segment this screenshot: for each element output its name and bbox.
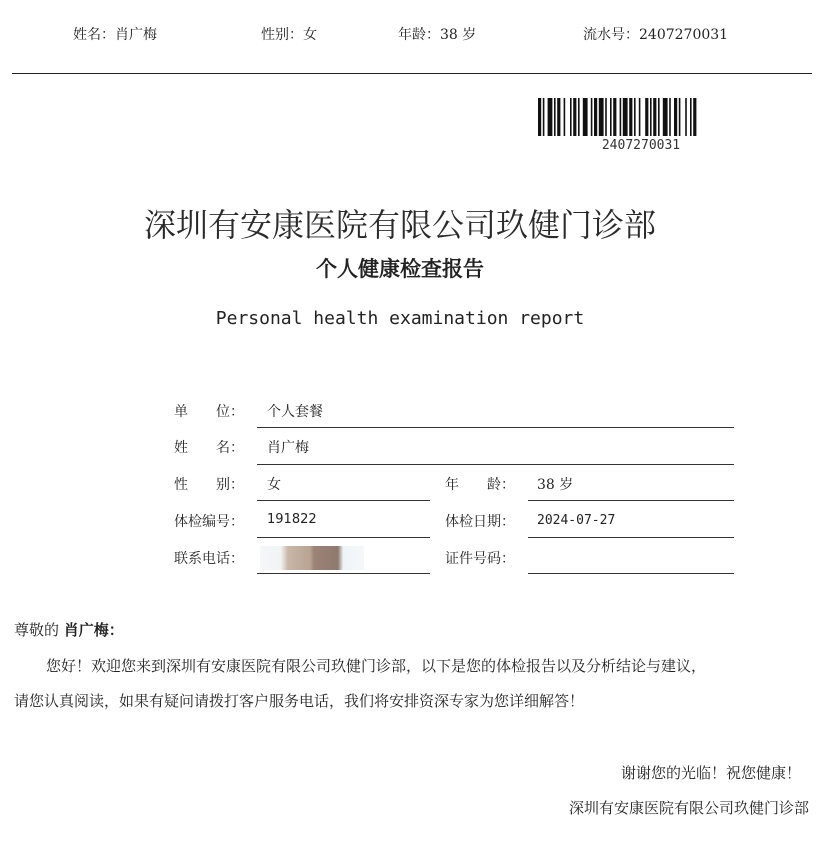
barcode-bar	[669, 98, 671, 136]
barcode-bar	[591, 98, 593, 136]
barcode-bar	[650, 98, 652, 136]
phone-label: 联系电话：	[174, 551, 244, 567]
barcode-bar	[663, 98, 668, 136]
barcode-bar	[570, 98, 572, 136]
barcode-bar	[583, 98, 588, 136]
age-label: 年 龄：	[445, 477, 515, 493]
barcode-bar	[543, 98, 545, 136]
barcode-bar	[639, 98, 641, 136]
unit-value: 个人套餐	[267, 404, 323, 420]
gender-underline	[257, 500, 430, 501]
exam-number-value: 191822	[267, 512, 317, 527]
barcode-bar	[634, 98, 636, 136]
barcode-bar	[573, 98, 576, 136]
unit-label: 单 位：	[174, 404, 244, 420]
barcode-bar	[674, 98, 677, 136]
header-gender: 性别：女	[261, 27, 317, 43]
phone-underline	[257, 573, 430, 574]
barcode-bar	[623, 98, 628, 136]
hospital-name: 深圳有安康医院有限公司玖健门诊部	[143, 206, 656, 244]
salutation-prefix: 尊敬的	[14, 621, 60, 639]
letter-line-1: 您好！欢迎您来到深圳有安康医院有限公司玖健门诊部，以下是您的体检报告以及分析结论与建议，	[46, 657, 707, 675]
exam-date-value: 2024-07-27	[537, 513, 616, 528]
exam-date-label: 体检日期：	[445, 514, 515, 530]
phone-redacted	[260, 546, 364, 570]
age-value: 38 岁	[537, 477, 574, 493]
barcode-bar	[679, 98, 681, 136]
salutation-name: 肖广梅：	[63, 621, 124, 639]
barcode-number: 2407270031	[601, 138, 681, 153]
barcode-bar	[578, 98, 580, 136]
report-title: 个人健康检查报告	[316, 257, 484, 281]
header-divider	[12, 73, 812, 74]
header-age: 年龄：38 岁	[398, 27, 477, 43]
thanks-line: 谢谢您的光临！祝您健康！	[620, 764, 801, 782]
gender-value: 女	[267, 477, 281, 493]
barcode-bar	[554, 98, 556, 136]
barcode-bar	[594, 98, 597, 136]
id-number-underline	[528, 573, 734, 574]
exam-date-underline	[528, 537, 734, 538]
barcode	[538, 98, 744, 136]
barcode-bar	[605, 98, 607, 136]
name-underline	[257, 464, 734, 465]
letter-line-2: 请您认真阅读，如果有疑问请拨打客户服务电话，我们将安排资深专家为您详细解答！	[14, 692, 585, 710]
barcode-bar	[538, 98, 541, 136]
name-label: 姓 名：	[174, 440, 244, 456]
barcode-bar	[599, 98, 604, 136]
barcode-bar	[548, 98, 553, 136]
barcode-bar	[629, 98, 632, 136]
id-number-label: 证件号码：	[445, 551, 515, 567]
name-value: 肖广梅	[267, 440, 309, 456]
barcode-bar	[610, 98, 612, 136]
barcode-bar	[693, 98, 696, 136]
age-underline	[528, 500, 734, 501]
header-serial-number: 流水号：2407270031	[583, 27, 729, 43]
exam-number-underline	[257, 537, 430, 538]
barcode-bar	[620, 98, 622, 136]
barcode-bar	[685, 98, 687, 136]
header-name: 姓名：肖广梅	[73, 27, 157, 43]
barcode-bar	[690, 98, 692, 136]
barcode-bar	[645, 98, 648, 136]
gender-label: 性 别：	[174, 477, 244, 493]
barcode-bar	[658, 98, 660, 136]
report-title-english: Personal health examination report	[215, 308, 585, 329]
exam-number-label: 体检编号：	[174, 514, 244, 530]
barcode-bar	[557, 98, 560, 136]
unit-underline	[257, 427, 734, 428]
barcode-bar	[564, 98, 566, 136]
barcode-bar	[613, 98, 616, 136]
signature: 深圳有安康医院有限公司玖健门诊部	[568, 799, 809, 817]
barcode-bar	[653, 98, 656, 136]
salutation	[14, 619, 124, 640]
